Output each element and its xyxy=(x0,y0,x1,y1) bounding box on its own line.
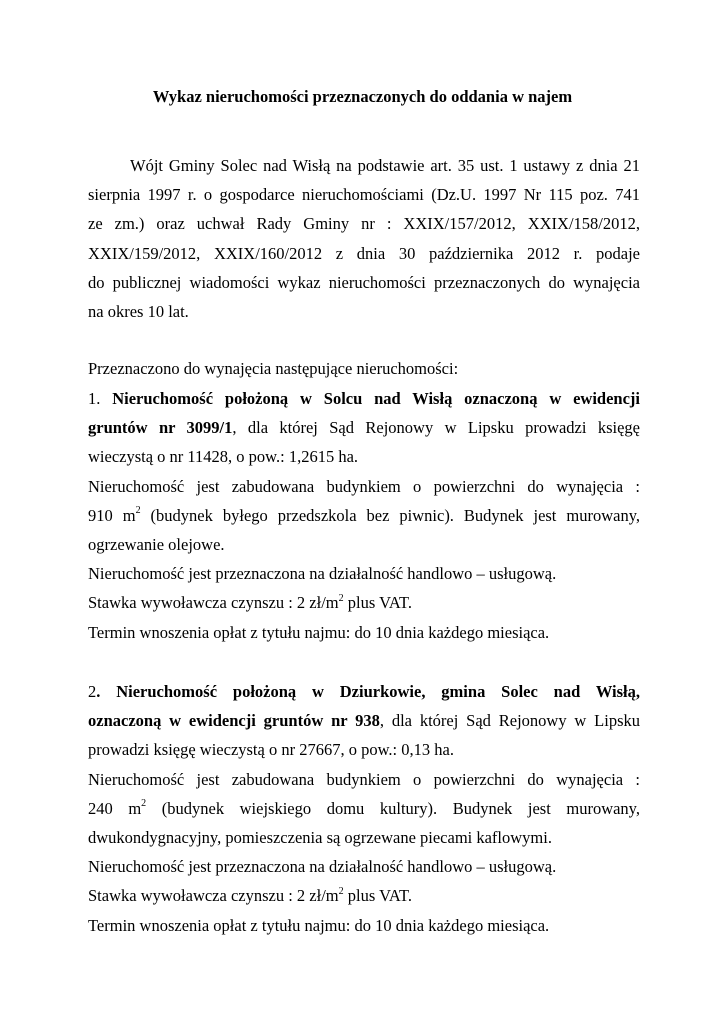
item1-line9: Termin wnoszenia opłat z tytułu najmu: do 10 dnia każdego miesiąca. xyxy=(88,622,550,642)
item2-line3: prowadzi księgę wieczystą o nr 27667, o pow.: 0,13 ha. xyxy=(88,740,454,760)
item1-area-sup: 2 xyxy=(135,505,141,517)
item1-line5-rest: (budynek byłego przedszkola bez piwnic). Budynek jest murowany, xyxy=(140,505,640,525)
document-title: Wykaz nieruchomości przeznaczonych do oddania w najem xyxy=(152,87,573,106)
item2-line1 xyxy=(88,677,640,706)
item2-heading-bold: . Nieruchomość położoną w Dziurkowie, gmina Solec nad Wisłą, xyxy=(96,682,640,701)
item1-line6: ogrzewanie olejowe. xyxy=(88,535,225,555)
item2-area-sup: 2 xyxy=(141,798,147,810)
item2-line2-rest: , dla której Sąd Rejonowy w Lipsku xyxy=(379,711,640,731)
item2-area-value: 240 m xyxy=(88,798,142,818)
item2-line4: Nieruchomość jest zabudowana budynkiem o powierzchni do wynajęcia : xyxy=(88,769,640,789)
section-heading: Przeznaczono do wynajęcia następujące nieruchomości: xyxy=(88,359,459,378)
item2-line9: Termin wnoszenia opłat z tytułu najmu: do 10 dnia każdego miesiąca. xyxy=(88,915,550,935)
item1-rate-sup: 2 xyxy=(338,592,344,604)
item2-line5-rest: (budynek wiejskiego domu kultury). Budynek jest murowany, xyxy=(146,798,640,818)
item2-parcel-bold: oznaczoną w ewidencji gruntów nr 938 xyxy=(88,711,380,731)
item1-line8 xyxy=(88,588,640,617)
item1-line1 xyxy=(88,384,640,413)
item1-rate-vat: plus VAT. xyxy=(343,593,412,613)
intro-line: Wójt Gminy Solec nad Wisłą na podstawie art. 35 ust. 1 ustawy z dnia 21 xyxy=(130,156,640,175)
item1-line7: Nieruchomość jest przeznaczona na działalność handlowo – usługową. xyxy=(88,564,557,584)
item1-line3: wieczystą o nr 11428, o pow.: 1,2615 ha. xyxy=(88,447,359,467)
property-item-1 xyxy=(88,384,640,647)
intro-line: sierpnia 1997 r. o gospodarce nieruchomościami (Dz.U. 1997 Nr 115 poz. 741 xyxy=(88,185,640,205)
intro-line: na okres 10 lat. xyxy=(88,302,189,322)
item1-line2-rest: , dla której Sąd Rejonowy w Lipsku prowadzi księgę xyxy=(232,418,640,438)
item2-line5 xyxy=(88,794,640,823)
item1-line4: Nieruchomość jest zabudowana budynkiem o powierzchni do wynajęcia : xyxy=(88,476,640,496)
intro-line: XXIX/159/2012, XXIX/160/2012 z dnia 30 października 2012 r. podaje xyxy=(88,243,640,263)
section-heading-block xyxy=(88,354,640,383)
intro-line: ze zm.) oraz uchwał Rady Gminy nr : XXIX/157/2012, XXIX/158/2012, xyxy=(88,214,640,234)
item2-rate-text: Stawka wywoławcza czynszu : 2 zł/m xyxy=(88,886,339,906)
item1-area-value: 910 m xyxy=(88,505,136,525)
item1-line2 xyxy=(88,413,640,442)
item2-line2 xyxy=(88,706,640,735)
item2-rate-sup: 2 xyxy=(338,885,344,897)
item1-heading-bold: Nieruchomość położoną w Solcu nad Wisłą oznaczoną w ewidencji xyxy=(112,389,641,408)
item2-number: 2 xyxy=(88,682,97,701)
item1-number: 1. xyxy=(88,389,113,408)
intro-paragraph xyxy=(88,151,640,326)
item1-parcel-bold: gruntów nr 3099/1 xyxy=(88,418,233,438)
property-item-2 xyxy=(88,677,640,940)
item2-line8 xyxy=(88,881,640,910)
item2-line6: dwukondygnacyjny, pomieszczenia są ogrzewane piecami kaflowymi. xyxy=(88,828,552,848)
item1-line5 xyxy=(88,501,640,530)
intro-line: do publicznej wiadomości wykaz nieruchomości przeznaczonych do wynajęcia xyxy=(88,272,640,292)
item2-line7: Nieruchomość jest przeznaczona na działalność handlowo – usługową. xyxy=(88,857,557,877)
item2-rate-vat: plus VAT. xyxy=(343,886,412,906)
item1-rate-text: Stawka wywoławcza czynszu : 2 zł/m xyxy=(88,593,339,613)
